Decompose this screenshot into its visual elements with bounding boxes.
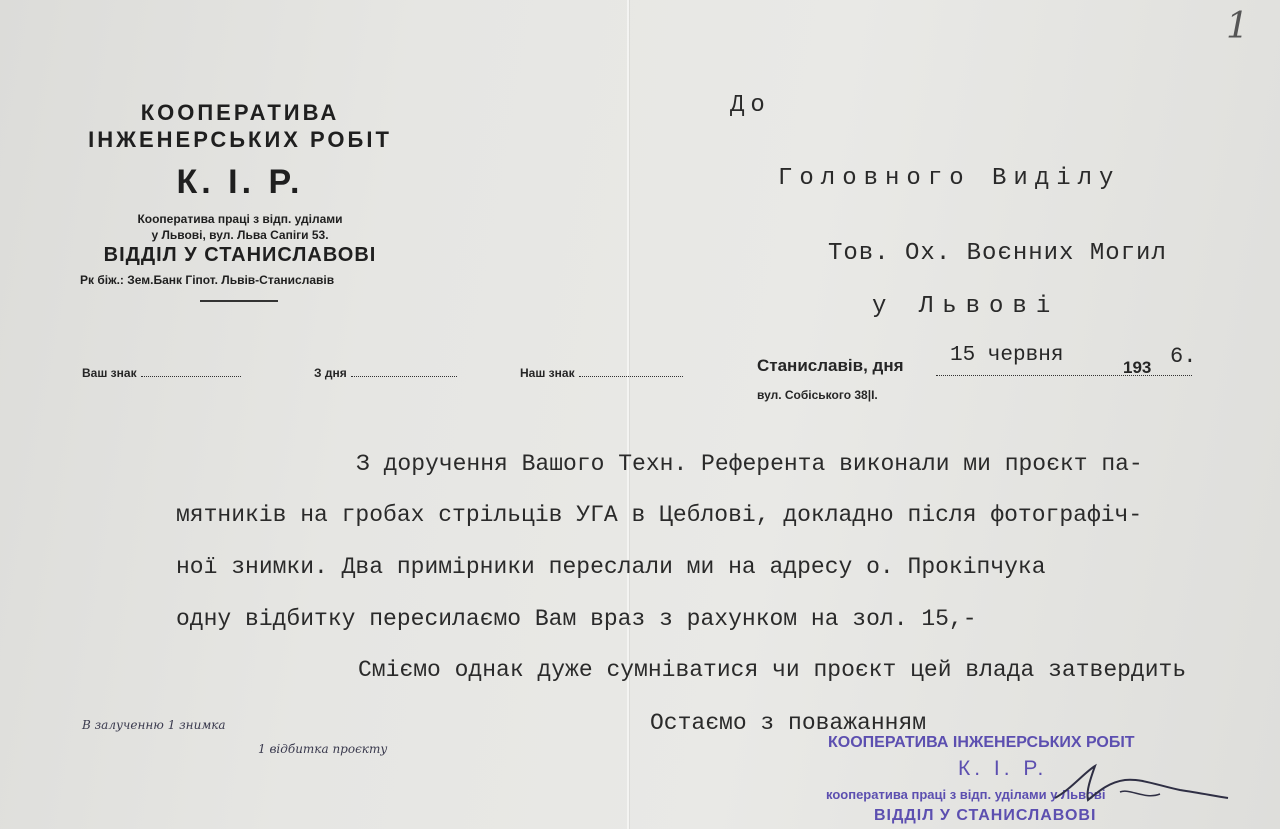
dateline-street: вул. Собіського 38|І. — [757, 388, 878, 402]
enclosure-note-line1: В залученню 1 знимка — [82, 718, 226, 732]
letterhead-small-line2: у Львові, вул. Льва Сапіги 53. — [151, 228, 329, 242]
letterhead-bank: Рк біж.: Зем.Банк Гіпот. Львів-Станиславів — [80, 273, 335, 287]
page-number: 1 — [1226, 6, 1249, 47]
stamp-line3: кооператива праці з відп. уділами у Львові — [826, 787, 1106, 802]
from-date-field — [314, 366, 457, 380]
our-sign-field — [520, 366, 683, 380]
your-sign-field — [82, 366, 241, 380]
signature — [1050, 760, 1230, 810]
dateline-city: Станиславів, дня — [757, 356, 904, 375]
letterhead-department: ВІДДІЛ У СТАНИСЛАВОВІ — [103, 244, 377, 266]
closing-line: Остаємо з поважанням — [650, 710, 927, 736]
dateline-year-prefix: 193 — [1123, 358, 1152, 377]
body-line-4: одну відбитку пересилаємо Вам враз з рахунком на зол. 15,- — [176, 606, 977, 632]
stamp-line2: К. І. Р. — [958, 757, 1048, 780]
body-line-5: Сміємо однак дуже сумніватися чи проєкт цей влада затвердить — [358, 657, 1187, 683]
dateline-dots — [936, 375, 1192, 376]
letterhead-short-name: К. І. Р. — [176, 163, 304, 201]
our-sign-label: Наш знак — [520, 366, 575, 380]
body-line-3: ної знимки. Два примірники переслали ми на адресу о. Прокіпчука — [176, 554, 1046, 580]
letterhead-org-line2: ІНЖЕНЕРСЬКИХ РОБІТ — [88, 127, 392, 152]
address-line1: Головного Виділу — [778, 165, 1121, 192]
letterhead-rule — [200, 300, 278, 302]
body-line-1: З доручення Вашого Техн. Референта виконали ми проєкт па- — [356, 451, 1143, 477]
stamp-line1: КООПЕРАТИВА ІНЖЕНЕРСЬКИХ РОБІТ — [828, 734, 1135, 751]
from-date-dots — [351, 366, 457, 377]
stamp-line4: ВІДДІЛ У СТАНИСЛАВОВІ — [874, 807, 1097, 824]
address-to: До — [730, 92, 771, 119]
address-line2: Тов. Ох. Воєнних Могил — [828, 240, 1167, 267]
address-line3: у Львові — [872, 293, 1060, 320]
body-line-2: мятників на гробах стрільців УГА в Цеблові, докладно після фотографіч- — [176, 502, 1143, 528]
letterhead-org-line1: КООПЕРАТИВА — [140, 100, 340, 125]
your-sign-dots — [141, 366, 241, 377]
from-date-label: З дня — [314, 366, 347, 380]
letterhead-small-line1: Кооператива праці з відп. уділами — [137, 212, 343, 226]
paper-fold — [627, 0, 629, 829]
your-sign-label: Ваш знак — [82, 366, 137, 380]
dateline-date: 15 червня — [950, 344, 1064, 367]
enclosure-note-line2: 1 відбитка проєкту — [258, 742, 388, 756]
dateline-year-digit: 6. — [1170, 344, 1197, 369]
our-sign-dots — [579, 366, 683, 377]
